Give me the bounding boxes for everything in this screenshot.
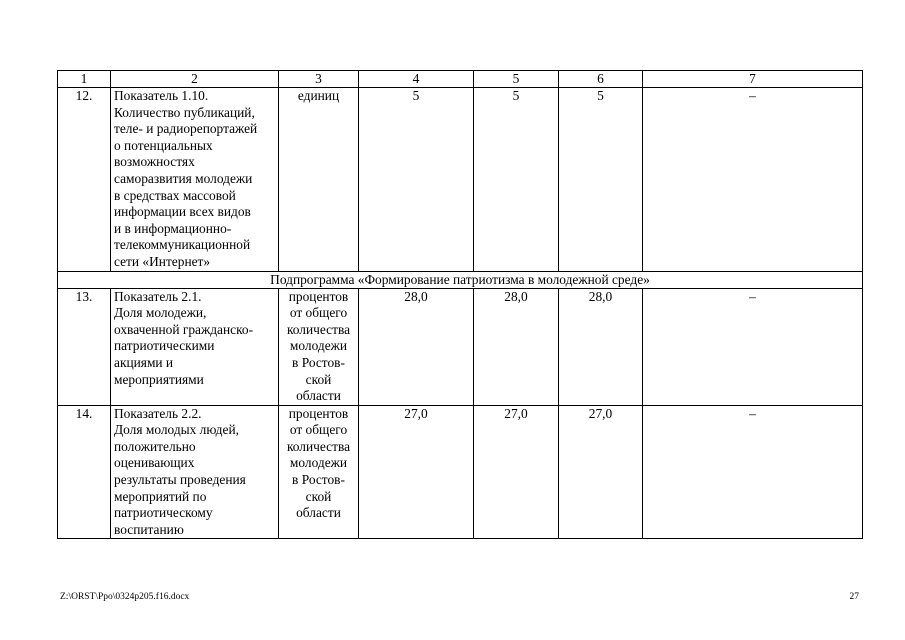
value-col6: 5 [559, 88, 643, 272]
unit-line: количества [286, 438, 351, 454]
unit-line: процентов [288, 288, 349, 304]
value-col4: 28,0 [359, 288, 474, 405]
indicator-name-line: патриотическими [114, 338, 215, 354]
value-col4: 27,0 [359, 405, 474, 539]
column-number: 7 [643, 71, 863, 88]
indicators-table [57, 70, 863, 539]
column-number: 3 [279, 71, 359, 88]
indicator-name-line: оценивающих [114, 455, 195, 471]
unit-line: количества [286, 321, 351, 337]
indicator-name-line: Показатель 2.1. [114, 288, 202, 304]
unit-line: области [296, 388, 341, 404]
note-cell: – [643, 288, 863, 405]
indicator-name-line: теле- и радиорепортажей [114, 121, 258, 137]
column-number: 4 [359, 71, 474, 88]
indicator-name-line: телекоммуникационной [114, 237, 251, 253]
table-row [58, 288, 863, 405]
indicator-name-line: сети «Интернет» [114, 253, 211, 269]
indicator-name-line: положительно [114, 438, 196, 454]
note-cell: – [643, 405, 863, 539]
column-number: 5 [474, 71, 559, 88]
unit-line: процентов [288, 405, 349, 421]
value-col6: 28,0 [559, 288, 643, 405]
note-cell: – [643, 88, 863, 272]
indicator-name-line: Доля молодежи, [114, 305, 207, 321]
unit-line: в Ростов- [292, 354, 345, 370]
indicator-name-line: Доля молодых людей, [114, 422, 239, 438]
table-row [58, 405, 863, 539]
indicator-name-line: мероприятий по [114, 488, 207, 504]
indicator-name-line: и в информационно- [114, 220, 232, 236]
table-row [58, 88, 863, 272]
unit-line: от общего [289, 305, 348, 321]
value-col4: 5 [359, 88, 474, 272]
indicator-name-line: саморазвития молодежи [114, 170, 253, 186]
value-col6: 27,0 [559, 405, 643, 539]
footer-file-path: Z:\ORST\Ppo\0324p205.f16.docx [60, 592, 190, 602]
row-number: 14. [58, 405, 111, 539]
column-number: 2 [111, 71, 279, 88]
row-number: 12. [58, 88, 111, 272]
value-col5: 28,0 [474, 288, 559, 405]
column-number: 6 [559, 71, 643, 88]
unit-line: в Ростов- [292, 472, 345, 488]
indicator-name-cell [111, 405, 279, 539]
indicator-name-line: Показатель 1.10. [114, 88, 209, 103]
indicator-name-cell [111, 88, 279, 272]
indicator-name-line: результаты проведения [114, 472, 246, 488]
indicator-name-line: Количество публикаций, [114, 104, 255, 120]
unit-line: молодежи [289, 338, 348, 354]
indicator-name-line: охваченной гражданско- [114, 321, 254, 337]
unit-cell [279, 405, 359, 539]
value-col5: 5 [474, 88, 559, 272]
indicator-name-cell [111, 288, 279, 405]
subprogram-row [58, 271, 863, 288]
column-number-row [58, 71, 863, 88]
indicator-name-line: информации всех видов [114, 204, 251, 220]
indicator-name-line: Показатель 2.2. [114, 405, 202, 421]
row-number: 13. [58, 288, 111, 405]
indicator-name-line: акциями и [114, 354, 174, 370]
unit-line: ской [305, 371, 332, 387]
indicator-name-line: в средствах массовой [114, 187, 236, 203]
indicator-name-line: о потенциальных [114, 137, 213, 153]
unit-line: единиц [297, 88, 340, 103]
indicator-name-line: патриотическому [114, 505, 213, 521]
value-col5: 27,0 [474, 405, 559, 539]
unit-cell [279, 88, 359, 272]
indicator-name-line: воспитанию [114, 521, 184, 537]
indicator-name-line: возможностях [114, 154, 195, 170]
unit-line: ской [305, 488, 332, 504]
unit-line: области [296, 505, 341, 521]
unit-cell [279, 288, 359, 405]
column-number: 1 [58, 71, 111, 88]
unit-line: от общего [289, 422, 348, 438]
page-number: 27 [849, 592, 859, 602]
subprogram-title: Подпрограмма «Формирование патриотизма в молодежной среде» [58, 271, 863, 288]
indicator-name-line: мероприятиями [114, 371, 204, 387]
unit-line: молодежи [289, 455, 348, 471]
